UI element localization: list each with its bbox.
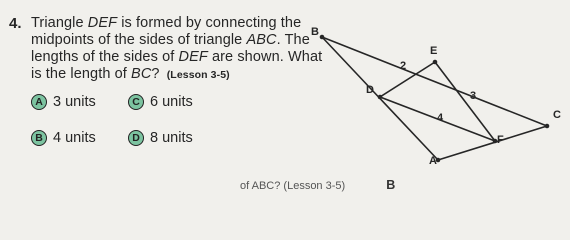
choice-a-bubble: A xyxy=(31,94,47,110)
length-DE: 2 xyxy=(400,60,407,72)
label-E: E xyxy=(430,45,438,57)
side-DE xyxy=(380,62,435,97)
question-line-2: midpoints of the sides of triangle ABC. The xyxy=(31,32,310,48)
next-question-fragment: of ABC? (Lesson 3-5) B xyxy=(240,178,396,192)
choice-b-bubble: B xyxy=(31,130,47,146)
question-number: 4. xyxy=(9,15,22,32)
length-EF: 3 xyxy=(470,90,477,102)
label-D: D xyxy=(366,84,374,96)
length-DF: 4 xyxy=(437,112,444,124)
lesson-reference: (Lesson 3-5) xyxy=(166,69,230,81)
label-C: C xyxy=(553,109,561,121)
next-figure-label: B xyxy=(386,178,396,192)
vertex-B-dot xyxy=(320,35,325,40)
choice-d-text: 8 units xyxy=(150,130,193,146)
question-line-4: is the length of BC? (Lesson 3-5) xyxy=(31,66,230,82)
choice-a-text: 3 units xyxy=(53,94,96,110)
question-line-1: Triangle DEF is formed by connecting the xyxy=(31,15,302,31)
label-F: F xyxy=(497,134,504,146)
vertex-D-dot xyxy=(378,95,383,100)
vertex-E-dot xyxy=(433,60,438,65)
label-A: A xyxy=(429,155,437,167)
label-B: B xyxy=(311,26,319,38)
vertex-C-dot xyxy=(545,124,550,129)
choice-c-text: 6 units xyxy=(150,94,193,110)
choice-b-text: 4 units xyxy=(53,130,96,146)
choice-c-bubble: C xyxy=(128,94,144,110)
question-line-3: lengths of the sides of DEF are shown. What xyxy=(31,49,323,65)
side-AC xyxy=(438,126,547,160)
choice-d-bubble: D xyxy=(128,130,144,146)
